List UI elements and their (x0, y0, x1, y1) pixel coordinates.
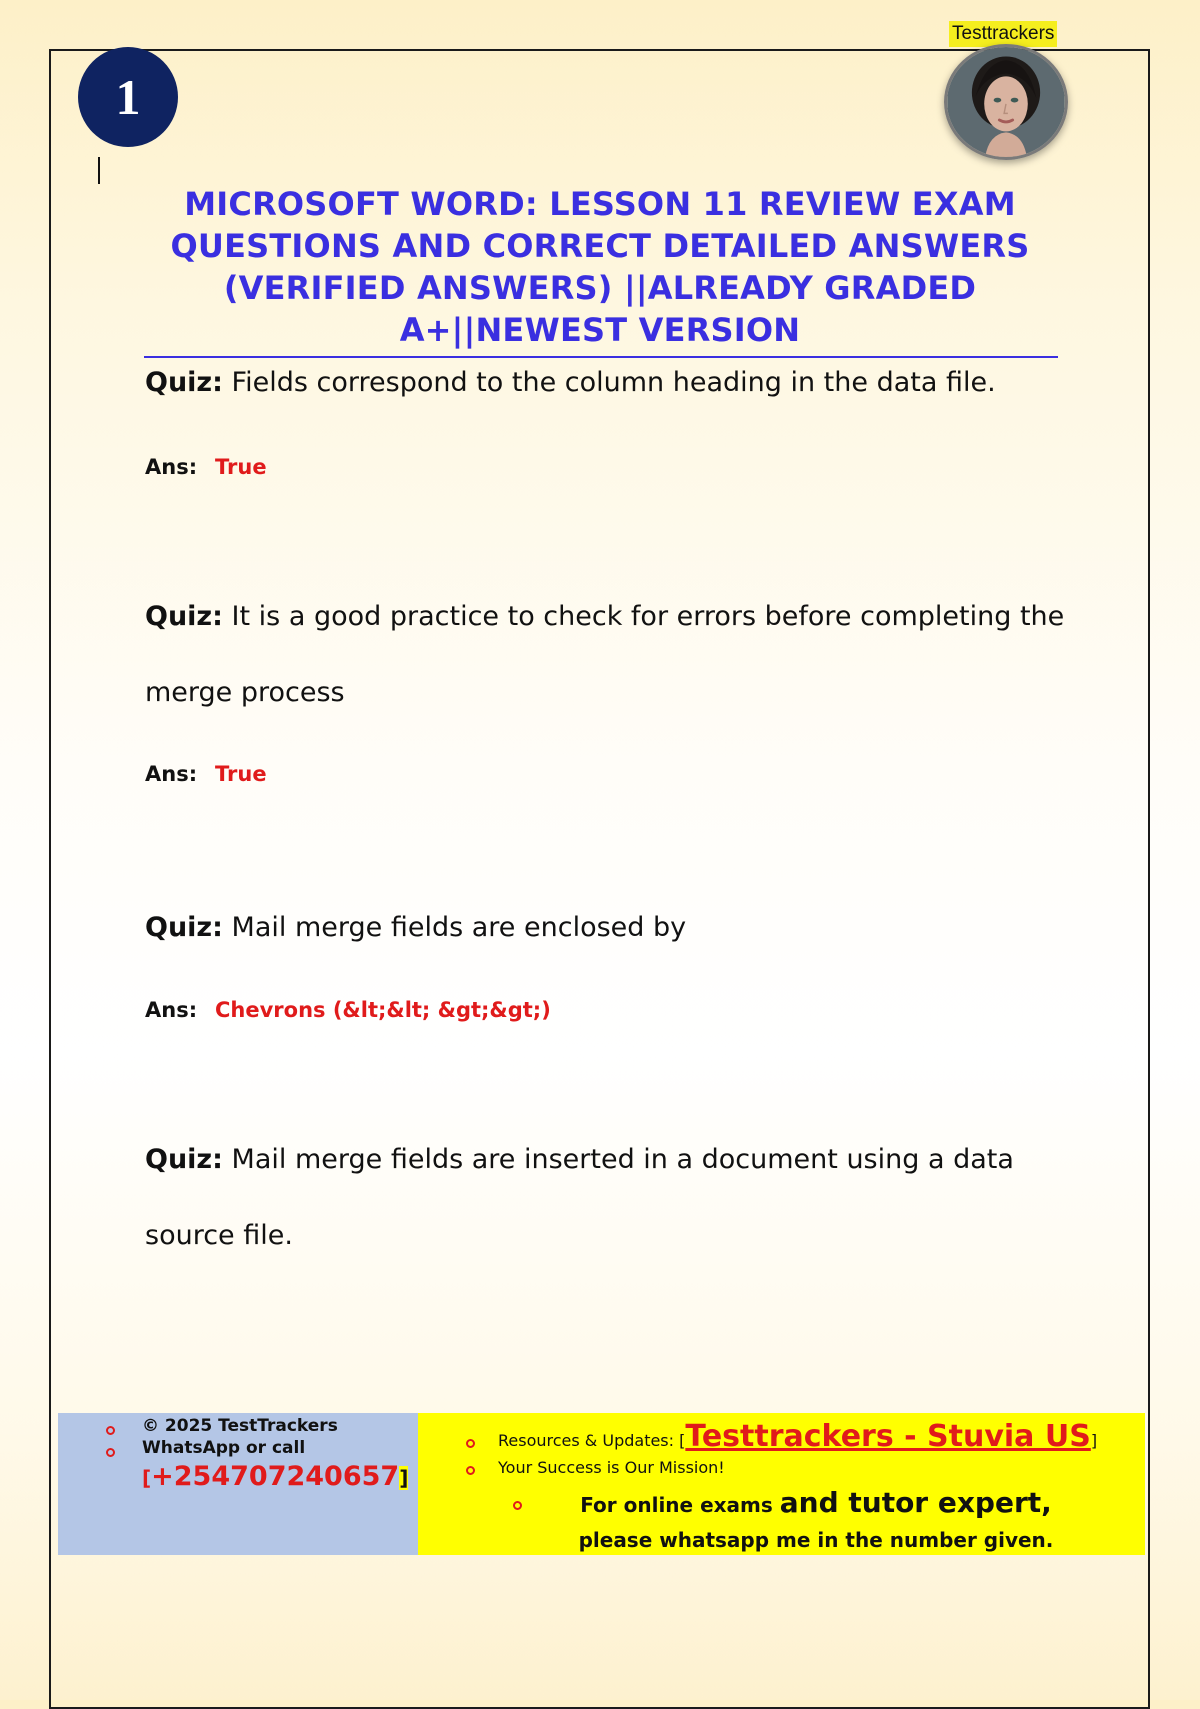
answer-label: Ans: (145, 455, 198, 479)
quiz-text: Mail merge fields are inserted in a document using a data source file. (145, 1144, 1014, 1251)
mission-text: Your Success is Our Mission! (498, 1458, 725, 1477)
copyright-text: © 2025 TestTrackers (142, 1416, 338, 1436)
resources-bracket-close: ] (1090, 1431, 1098, 1450)
bullet-icon (513, 1501, 522, 1510)
phone-bracket-close: ] (399, 1466, 409, 1490)
quiz-label: Quiz: (145, 912, 223, 943)
phone-value[interactable]: +254707240657 (151, 1461, 400, 1492)
portrait-avatar (944, 44, 1068, 160)
cta-part-1: For online exams (580, 1493, 780, 1517)
qa-item-2 (145, 579, 1075, 786)
answer-line (145, 998, 551, 1022)
quiz-question (145, 1122, 1075, 1274)
quiz-text: Fields correspond to the column heading in the data file. (231, 367, 996, 398)
quiz-label: Quiz: (145, 601, 223, 632)
answer-value: Chevrons (&lt;&lt; &gt;&gt;) (215, 998, 551, 1022)
footer-promo (418, 1413, 1145, 1555)
footer-banner (58, 1413, 1145, 1555)
text-cursor (98, 157, 100, 184)
brand-tag: Testtrackers (949, 21, 1057, 47)
cta-part-3: please whatsapp me in the number given. (578, 1528, 1054, 1552)
quiz-question (145, 345, 1075, 421)
quiz-text: Mail merge fields are enclosed by (231, 912, 687, 943)
page-number-badge: 1 (78, 47, 178, 147)
stuvia-link[interactable]: Testtrackers - Stuvia US (685, 1419, 1091, 1454)
resources-line (498, 1419, 1097, 1454)
whatsapp-label: WhatsApp or call (142, 1438, 306, 1458)
answer-label: Ans: (145, 762, 198, 786)
qa-item-1 (145, 345, 1075, 479)
bullet-icon (466, 1439, 475, 1448)
quiz-text: It is a good practice to check for errors before completing the merge process (145, 601, 1065, 708)
bullet-icon (106, 1426, 115, 1435)
cta-text (546, 1485, 1086, 1558)
cta-part-2: and tutor expert, (779, 1486, 1052, 1519)
answer-value: True (215, 455, 267, 479)
bullet-icon (466, 1466, 475, 1475)
phone-bracket-open: [ (142, 1466, 152, 1490)
bullet-icon (106, 1448, 115, 1457)
answer-line (145, 455, 267, 479)
footer-contact (58, 1413, 418, 1555)
qa-item-4 (145, 1122, 1075, 1274)
quiz-question (145, 579, 1075, 731)
document-title: MICROSOFT WORD: LESSON 11 REVIEW EXAM QUESTIONS AND CORRECT DETAILED ANSWERS (VERIFIED ANSWERS) ||ALREADY GRADED A+||NEWEST VERSION (170, 185, 1030, 349)
qa-item-3 (145, 890, 1075, 1022)
quiz-question (145, 890, 1075, 966)
quiz-label: Quiz: (145, 367, 223, 398)
quiz-label: Quiz: (145, 1144, 223, 1175)
resources-label: Resources & Updates: [ (498, 1431, 686, 1450)
answer-value: True (215, 762, 267, 786)
phone-number (142, 1461, 408, 1492)
answer-line (145, 762, 267, 786)
answer-label: Ans: (145, 998, 198, 1022)
